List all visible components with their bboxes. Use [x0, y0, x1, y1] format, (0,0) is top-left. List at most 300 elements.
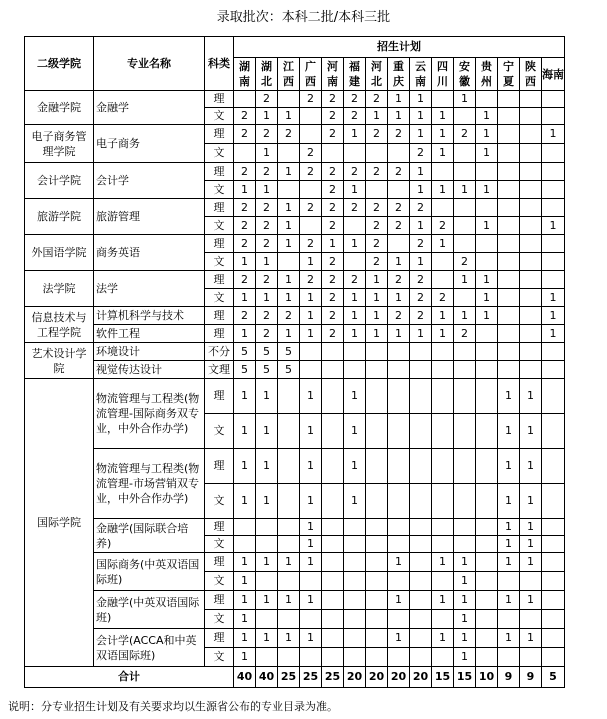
quota-cell [498, 610, 520, 629]
quota-cell: 1 [234, 253, 256, 271]
quota-cell: 1 [410, 163, 432, 181]
quota-cell: 1 [498, 553, 520, 572]
quota-cell [300, 108, 322, 125]
quota-cell: 1 [476, 307, 498, 325]
major-name: 商务英语 [94, 235, 205, 271]
quota-cell [388, 484, 410, 519]
quota-cell [498, 91, 520, 108]
quota-cell [410, 572, 432, 591]
quota-cell: 2 [388, 217, 410, 235]
quota-cell [344, 629, 366, 648]
quota-cell [278, 536, 300, 553]
quota-cell: 1 [366, 271, 388, 289]
quota-cell [498, 307, 520, 325]
total-cell: 20 [344, 667, 366, 688]
quota-cell [344, 536, 366, 553]
quota-cell [476, 91, 498, 108]
quota-cell: 1 [278, 163, 300, 181]
quota-cell [432, 343, 454, 361]
college-name: 艺术设计学院 [25, 343, 94, 379]
quota-cell [278, 484, 300, 519]
table-row [25, 235, 565, 253]
quota-cell: 2 [322, 91, 344, 108]
quota-cell [388, 361, 410, 379]
total-cell: 40 [234, 667, 256, 688]
quota-cell: 2 [322, 199, 344, 217]
quota-cell: 2 [366, 163, 388, 181]
quota-cell: 2 [454, 125, 476, 144]
quota-cell [454, 343, 476, 361]
quota-cell: 5 [234, 361, 256, 379]
quota-cell: 2 [344, 199, 366, 217]
header-major: 专业名称 [94, 37, 205, 91]
quota-cell [322, 572, 344, 591]
quota-cell: 1 [256, 108, 278, 125]
quota-cell [454, 108, 476, 125]
total-cell: 9 [498, 667, 520, 688]
quota-cell [410, 484, 432, 519]
quota-cell: 2 [300, 271, 322, 289]
quota-cell: 1 [278, 553, 300, 572]
quota-cell: 2 [322, 271, 344, 289]
quota-cell [476, 253, 498, 271]
quota-cell: 1 [476, 108, 498, 125]
quota-cell: 2 [322, 325, 344, 343]
quota-cell: 2 [256, 125, 278, 144]
quota-cell [498, 181, 520, 199]
quota-cell: 1 [498, 519, 520, 536]
quota-cell [542, 484, 565, 519]
quota-cell: 1 [454, 307, 476, 325]
province-header: 四川 [432, 58, 454, 91]
quota-cell [542, 414, 565, 449]
quota-cell [344, 217, 366, 235]
category-cell: 理 [205, 271, 234, 289]
total-cell: 15 [432, 667, 454, 688]
quota-cell [520, 199, 542, 217]
quota-cell [388, 181, 410, 199]
total-row [25, 667, 565, 688]
quota-cell [432, 414, 454, 449]
quota-cell [520, 253, 542, 271]
total-cell: 10 [476, 667, 498, 688]
quota-cell: 1 [410, 253, 432, 271]
quota-cell [278, 91, 300, 108]
quota-cell [322, 610, 344, 629]
quota-cell [520, 235, 542, 253]
category-cell: 文 [205, 108, 234, 125]
quota-cell [498, 217, 520, 235]
quota-cell [476, 235, 498, 253]
quota-cell: 1 [388, 108, 410, 125]
quota-cell [476, 519, 498, 536]
quota-cell: 1 [366, 307, 388, 325]
quota-cell: 1 [256, 144, 278, 163]
quota-cell [322, 361, 344, 379]
quota-cell [432, 253, 454, 271]
quota-cell [476, 536, 498, 553]
quota-cell: 1 [542, 125, 565, 144]
quota-cell [476, 610, 498, 629]
quota-cell [520, 91, 542, 108]
quota-cell: 2 [366, 217, 388, 235]
quota-cell [542, 591, 565, 610]
quota-cell [344, 648, 366, 667]
quota-cell [542, 519, 565, 536]
quota-cell: 1 [476, 144, 498, 163]
quota-cell: 1 [300, 253, 322, 271]
category-cell: 文 [205, 253, 234, 271]
quota-cell: 1 [498, 536, 520, 553]
quota-cell: 2 [410, 271, 432, 289]
quota-cell: 2 [278, 307, 300, 325]
quota-cell: 1 [256, 379, 278, 414]
quota-cell: 1 [234, 572, 256, 591]
quota-cell: 1 [476, 217, 498, 235]
quota-cell: 1 [344, 379, 366, 414]
quota-cell [476, 414, 498, 449]
quota-cell: 1 [256, 449, 278, 484]
quota-cell [498, 253, 520, 271]
quota-cell: 1 [256, 553, 278, 572]
quota-cell [454, 217, 476, 235]
quota-cell: 1 [454, 610, 476, 629]
quota-cell: 1 [542, 217, 565, 235]
major-name: 会计学 [94, 163, 205, 199]
province-header: 湖南 [234, 58, 256, 91]
quota-cell: 1 [344, 235, 366, 253]
quota-cell [520, 217, 542, 235]
quota-cell [278, 519, 300, 536]
quota-cell: 1 [454, 553, 476, 572]
college-name: 会计学院 [25, 163, 94, 199]
quota-cell [234, 144, 256, 163]
major-name: 会计学(ACCA和中英双语国际班) [94, 629, 205, 667]
quota-cell: 1 [410, 125, 432, 144]
quota-cell: 1 [278, 591, 300, 610]
quota-cell [498, 343, 520, 361]
table-row [25, 379, 565, 414]
quota-cell: 2 [344, 163, 366, 181]
quota-cell: 2 [256, 163, 278, 181]
major-name: 金融学(国际联合培养) [94, 519, 205, 553]
quota-cell: 2 [366, 199, 388, 217]
category-cell: 理 [205, 629, 234, 648]
quota-cell: 2 [344, 108, 366, 125]
quota-cell: 1 [234, 414, 256, 449]
quota-cell: 2 [234, 163, 256, 181]
quota-cell [432, 361, 454, 379]
quota-cell [520, 610, 542, 629]
quota-cell [366, 181, 388, 199]
major-name: 电子商务 [94, 125, 205, 163]
total-cell: 25 [300, 667, 322, 688]
quota-cell [300, 343, 322, 361]
quota-cell: 1 [234, 289, 256, 307]
quota-cell [366, 449, 388, 484]
table-row [25, 199, 565, 217]
category-cell: 理 [205, 591, 234, 610]
quota-cell [322, 629, 344, 648]
major-name: 旅游管理 [94, 199, 205, 235]
quota-cell: 1 [344, 125, 366, 144]
quota-cell: 1 [498, 484, 520, 519]
quota-cell: 5 [256, 343, 278, 361]
quota-cell [322, 648, 344, 667]
quota-cell: 1 [234, 325, 256, 343]
quota-cell [520, 648, 542, 667]
quota-cell [542, 648, 565, 667]
quota-cell: 2 [234, 108, 256, 125]
quota-cell: 5 [234, 343, 256, 361]
quota-cell [476, 629, 498, 648]
quota-cell: 1 [256, 484, 278, 519]
table-row [25, 91, 565, 108]
quota-cell: 1 [520, 553, 542, 572]
quota-cell: 1 [300, 536, 322, 553]
quota-cell: 1 [234, 648, 256, 667]
total-cell: 9 [520, 667, 542, 688]
quota-cell [344, 253, 366, 271]
quota-cell: 1 [432, 181, 454, 199]
category-cell: 理 [205, 449, 234, 484]
quota-cell: 1 [234, 484, 256, 519]
quota-cell [454, 484, 476, 519]
category-cell: 理 [205, 125, 234, 144]
quota-cell: 1 [476, 181, 498, 199]
category-cell: 文 [205, 648, 234, 667]
quota-cell: 2 [388, 307, 410, 325]
table-row [25, 553, 565, 572]
quota-cell: 1 [520, 629, 542, 648]
quota-cell: 1 [454, 181, 476, 199]
category-cell: 理 [205, 163, 234, 181]
quota-cell [454, 519, 476, 536]
quota-cell [498, 271, 520, 289]
quota-cell [410, 591, 432, 610]
college-name: 国际学院 [25, 379, 94, 667]
quota-cell: 2 [234, 307, 256, 325]
quota-cell [410, 343, 432, 361]
quota-cell [454, 144, 476, 163]
quota-cell [432, 648, 454, 667]
quota-cell: 1 [388, 91, 410, 108]
quota-cell [432, 484, 454, 519]
quota-cell [388, 519, 410, 536]
quota-cell: 1 [454, 648, 476, 667]
category-cell: 理 [205, 379, 234, 414]
quota-cell: 1 [498, 591, 520, 610]
quota-cell: 2 [366, 235, 388, 253]
quota-cell: 1 [520, 449, 542, 484]
table-row [25, 307, 565, 325]
quota-cell: 2 [234, 217, 256, 235]
quota-cell [300, 125, 322, 144]
quota-cell [344, 343, 366, 361]
quota-cell [388, 379, 410, 414]
total-cell: 20 [366, 667, 388, 688]
total-cell: 40 [256, 667, 278, 688]
quota-cell: 1 [256, 253, 278, 271]
total-cell: 20 [410, 667, 432, 688]
major-name: 金融学(中英双语国际班) [94, 591, 205, 629]
quota-cell [454, 379, 476, 414]
quota-cell [278, 610, 300, 629]
quota-cell [498, 235, 520, 253]
quota-cell: 2 [388, 163, 410, 181]
quota-cell [542, 163, 565, 181]
quota-cell: 2 [344, 91, 366, 108]
quota-cell [278, 144, 300, 163]
college-name: 信息技术与工程学院 [25, 307, 94, 343]
quota-cell: 1 [410, 181, 432, 199]
quota-cell: 2 [300, 199, 322, 217]
quota-cell [278, 449, 300, 484]
quota-cell [278, 414, 300, 449]
quota-cell [520, 144, 542, 163]
header-category: 科类 [205, 37, 234, 91]
quota-cell: 2 [234, 271, 256, 289]
quota-cell: 1 [476, 125, 498, 144]
category-cell: 理 [205, 199, 234, 217]
total-cell: 15 [454, 667, 476, 688]
quota-cell: 2 [344, 271, 366, 289]
quota-cell [476, 648, 498, 667]
quota-cell [366, 379, 388, 414]
quota-cell: 1 [432, 591, 454, 610]
quota-cell [300, 217, 322, 235]
quota-cell [520, 325, 542, 343]
table-row [25, 361, 565, 379]
quota-cell: 2 [322, 217, 344, 235]
quota-cell [366, 591, 388, 610]
quota-cell [366, 343, 388, 361]
quota-cell: 1 [300, 414, 322, 449]
quota-cell [410, 449, 432, 484]
quota-cell: 1 [344, 325, 366, 343]
province-header: 重庆 [388, 58, 410, 91]
quota-cell: 1 [300, 307, 322, 325]
quota-cell [366, 553, 388, 572]
table-row [25, 325, 565, 343]
quota-cell: 1 [234, 379, 256, 414]
province-header: 贵州 [476, 58, 498, 91]
province-header: 陕西 [520, 58, 542, 91]
quota-cell: 1 [256, 289, 278, 307]
quota-cell [520, 289, 542, 307]
quota-cell: 1 [344, 484, 366, 519]
quota-cell: 1 [520, 414, 542, 449]
quota-cell: 1 [410, 217, 432, 235]
quota-cell [454, 163, 476, 181]
total-cell: 5 [542, 667, 565, 688]
province-header: 河南 [322, 58, 344, 91]
quota-cell: 2 [256, 235, 278, 253]
quota-cell [432, 449, 454, 484]
quota-cell [366, 414, 388, 449]
quota-cell: 1 [454, 572, 476, 591]
quota-cell [344, 591, 366, 610]
quota-cell [542, 235, 565, 253]
quota-cell: 2 [300, 91, 322, 108]
quota-cell [256, 572, 278, 591]
quota-cell: 1 [300, 325, 322, 343]
quota-cell: 1 [300, 484, 322, 519]
quota-cell: 1 [344, 181, 366, 199]
major-name: 软件工程 [94, 325, 205, 343]
quota-cell [256, 610, 278, 629]
quota-cell [300, 648, 322, 667]
quota-cell [498, 572, 520, 591]
quota-cell: 2 [388, 271, 410, 289]
quota-cell: 1 [542, 289, 565, 307]
quota-cell [476, 343, 498, 361]
quota-cell [388, 648, 410, 667]
category-cell: 理 [205, 91, 234, 108]
quota-cell: 1 [542, 307, 565, 325]
quota-cell [256, 519, 278, 536]
quota-cell: 1 [388, 253, 410, 271]
quota-cell [322, 536, 344, 553]
table-row [25, 519, 565, 536]
quota-cell: 1 [300, 379, 322, 414]
quota-cell [366, 610, 388, 629]
quota-cell: 2 [300, 163, 322, 181]
quota-cell [542, 271, 565, 289]
quota-cell [542, 536, 565, 553]
quota-cell: 1 [234, 449, 256, 484]
quota-cell [520, 125, 542, 144]
quota-cell [454, 289, 476, 307]
quota-cell: 2 [322, 125, 344, 144]
category-cell: 文 [205, 484, 234, 519]
quota-cell [476, 379, 498, 414]
quota-cell: 1 [498, 379, 520, 414]
category-cell: 文 [205, 414, 234, 449]
major-name: 物流管理与工程类(物流管理-国际商务双专业，中外合作办学) [94, 379, 205, 449]
quota-cell: 1 [278, 217, 300, 235]
quota-cell [366, 536, 388, 553]
quota-cell: 1 [366, 108, 388, 125]
quota-cell: 5 [278, 361, 300, 379]
category-cell: 理 [205, 307, 234, 325]
quota-cell [410, 379, 432, 414]
quota-cell [410, 361, 432, 379]
quota-cell: 1 [432, 144, 454, 163]
quota-cell: 2 [300, 235, 322, 253]
quota-cell: 1 [454, 91, 476, 108]
quota-cell: 2 [256, 217, 278, 235]
quota-cell: 1 [300, 519, 322, 536]
quota-cell: 2 [366, 253, 388, 271]
quota-cell [300, 181, 322, 199]
quota-cell [344, 144, 366, 163]
major-name: 计算机科学与技术 [94, 307, 205, 325]
quota-cell: 1 [432, 125, 454, 144]
quota-cell [388, 144, 410, 163]
quota-cell [410, 629, 432, 648]
quota-cell: 1 [256, 414, 278, 449]
quota-cell: 1 [300, 591, 322, 610]
quota-cell: 2 [410, 144, 432, 163]
quota-cell [344, 553, 366, 572]
table-row [25, 629, 565, 648]
quota-cell: 5 [278, 343, 300, 361]
quota-cell: 1 [388, 591, 410, 610]
quota-cell: 2 [256, 325, 278, 343]
quota-cell [454, 235, 476, 253]
table-row [25, 449, 565, 484]
